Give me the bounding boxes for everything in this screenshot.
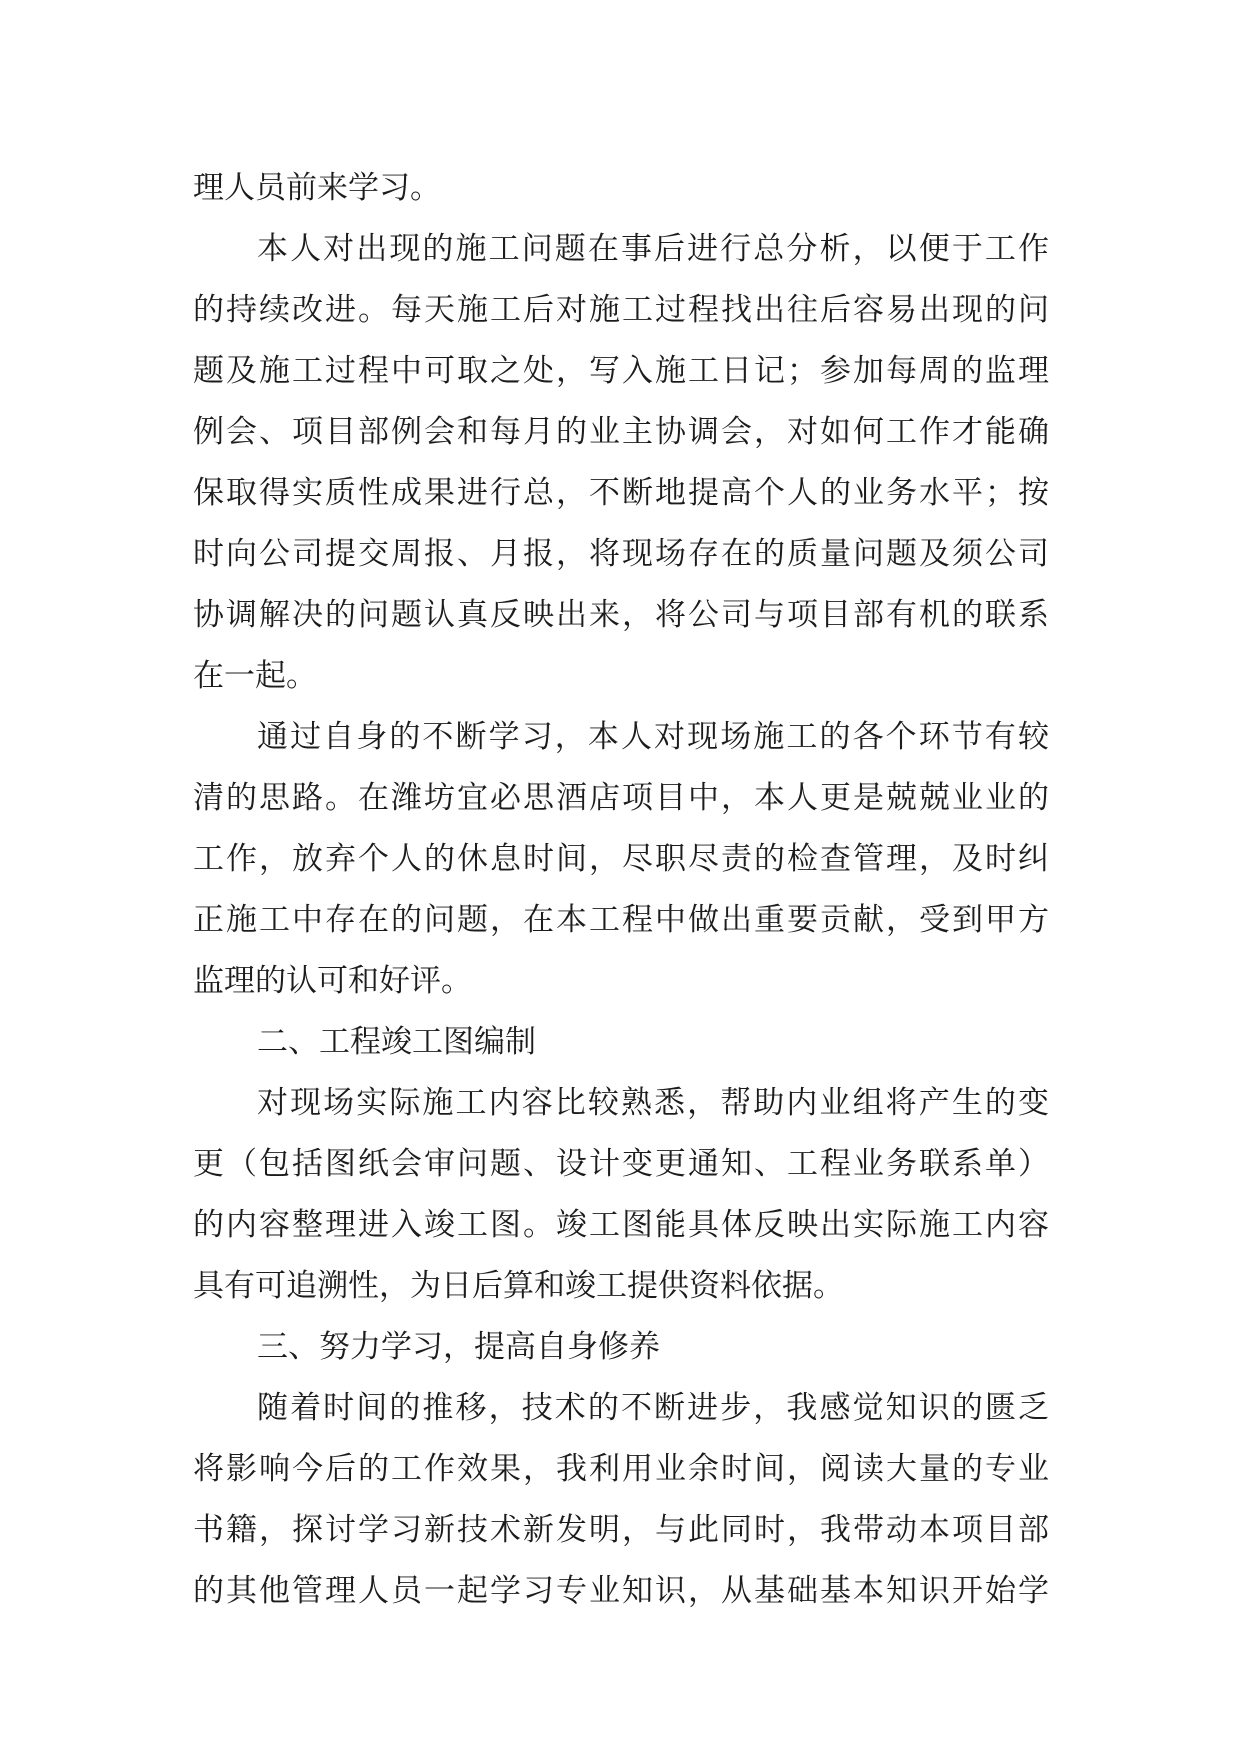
document-body (193, 158, 1049, 1622)
text-line: 书籍，探讨学习新技术新发明，与此同时，我带动本项目部 (193, 1512, 1049, 1548)
text-line: 监理的认可和好评。 (193, 963, 472, 999)
text-line: 在一起。 (193, 658, 317, 694)
text-line: 的持续改进。每天施工后对施工过程找出往后容易出现的问 (193, 292, 1049, 328)
text-line: 时向公司提交周报、月报，将现场存在的质量问题及须公司 (193, 536, 1049, 572)
section-heading: 三、努力学习，提高自身修养 (257, 1329, 660, 1365)
text-line: 清的思路。在潍坊宜必思酒店项目中，本人更是兢兢业业的 (193, 780, 1049, 816)
text-line: 保取得实质性成果进行总，不断地提高个人的业务水平；按 (193, 475, 1049, 511)
text-line: 将影响今后的工作效果，我利用业余时间，阅读大量的专业 (193, 1451, 1049, 1487)
text-line: 例会、项目部例会和每月的业主协调会，对如何工作才能确 (193, 414, 1049, 450)
text-line: 的内容整理进入竣工图。竣工图能具体反映出实际施工内容 (193, 1207, 1049, 1243)
paragraph-first-line: 随着时间的推移，技术的不断进步，我感觉知识的匮乏 (257, 1390, 1049, 1426)
paragraph-first-line: 本人对出现的施工问题在事后进行总分析，以便于工作 (257, 231, 1049, 267)
text-line: 题及施工过程中可取之处，写入施工日记；参加每周的监理 (193, 353, 1049, 389)
text-line: 理人员前来学习。 (193, 170, 441, 206)
text-line: 工作，放弃个人的休息时间，尽职尽责的检查管理，及时纠 (193, 841, 1049, 877)
text-line: 的其他管理人员一起学习专业知识，从基础基本知识开始学 (193, 1573, 1049, 1609)
paragraph-first-line: 通过自身的不断学习，本人对现场施工的各个环节有较 (257, 719, 1049, 755)
text-line: 正施工中存在的问题，在本工程中做出重要贡献，受到甲方 (193, 902, 1049, 938)
text-line: 更（包括图纸会审问题、设计变更通知、工程业务联系单） (193, 1146, 1049, 1182)
text-line: 协调解决的问题认真反映出来，将公司与项目部有机的联系 (193, 597, 1049, 633)
section-heading: 二、工程竣工图编制 (257, 1024, 536, 1060)
paragraph-first-line: 对现场实际施工内容比较熟悉，帮助内业组将产生的变 (257, 1085, 1049, 1121)
text-line: 具有可追溯性，为日后算和竣工提供资料依据。 (193, 1268, 844, 1304)
